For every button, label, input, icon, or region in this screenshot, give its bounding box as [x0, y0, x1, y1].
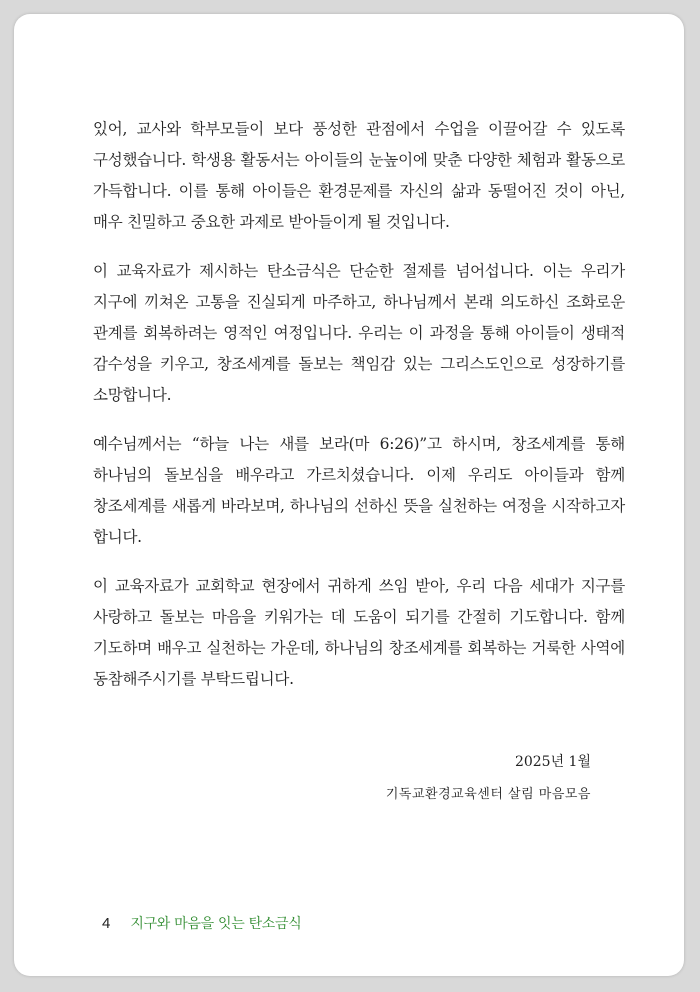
paragraph-2: 이 교육자료가 제시하는 탄소금식은 단순한 절제를 넘어섭니다. 이는 우리가 지구에 끼쳐온 고통을 진실되게 마주하고, 하나님께서 본래 의도하신 조화로운 관계를 회복하려는 영적인 여정입니다. 우리는 이 과정을 통해 아이들이 생태적 감수성을 키우고, 창조세계를 돌보는 책임감 있는 그리스도인으로 성장하기를 소망합니다.	[93, 262, 625, 404]
body-text	[93, 114, 625, 713]
page	[14, 14, 684, 976]
footer	[102, 913, 301, 933]
organization-signature: 기독교환경교육센터 살림 마음모음	[385, 787, 591, 802]
running-title: 지구와 마음을 잇는 탄소금식	[130, 916, 302, 932]
paragraph-3: 예수님께서는 “하늘 나는 새를 보라(마 6:26)”고 하시며, 창조세계를 통해 하나님의 돌보심을 배우라고 가르치셨습니다. 이제 우리도 아이들과 함께 창조세계를 새롭게 바라보며, 하나님의 선하신 뜻을 실천하는 여정을 시작하고자 합니다.	[93, 435, 625, 546]
page-number: 4	[102, 915, 111, 932]
paragraph-1: 있어, 교사와 학부모들이 보다 풍성한 관점에서 수업을 이끌어갈 수 있도록 구성했습니다. 학생용 활동서는 아이들의 눈높이에 맞춘 다양한 체험과 활동으로 가득합니다. 이를 통해 아이들은 환경문제를 자신의 삶과 동떨어진 것이 아닌, 매우 친밀하고 중요한 과제로 받아들이게 될 것입니다.	[93, 120, 625, 231]
date: 2025년 1월	[514, 754, 591, 770]
paragraph-4: 이 교육자료가 교회학교 현장에서 귀하게 쓰임 받아, 우리 다음 세대가 지구를 사랑하고 돌보는 마음을 키워가는 데 도움이 되기를 간절히 기도합니다. 함께 기도하며 배우고 실천하는 가운데, 하나님의 창조세계를 회복하는 거룩한 사역에 동참해주시기를 부탁드립니다.	[93, 577, 625, 688]
